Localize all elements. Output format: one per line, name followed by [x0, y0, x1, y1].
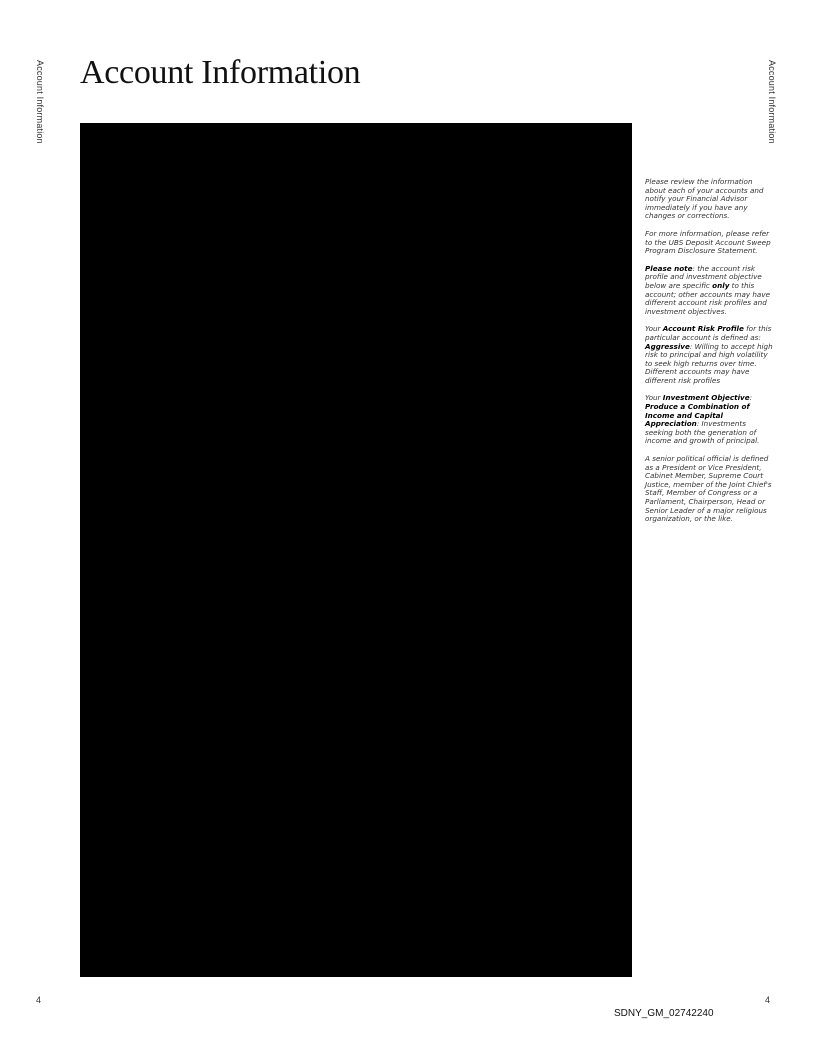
side-label-left: Account Information	[35, 60, 45, 144]
risk-profile-definition	[645, 343, 775, 369]
risk-profile-text: for this particular account is defined as:	[645, 324, 772, 342]
page-number-left: 4	[36, 995, 42, 1005]
side-label-right: Account Information	[767, 60, 777, 144]
risk-profile-intro: Your	[645, 324, 663, 334]
page-number-right: 4	[765, 995, 771, 1005]
objective-label: Investment Objective	[662, 393, 750, 403]
risk-profile-note: Different accounts may have different risk profiles	[645, 367, 750, 385]
objective-description: : Investments seeking both the generation of income and growth of principal.	[645, 419, 760, 446]
notes-more-info: For more information, please refer to the UBS Deposit Account Sweep Program Disclosure Statement.	[645, 228, 771, 256]
risk-profile-label: Account Risk Profile	[662, 324, 744, 334]
notes-please-note	[645, 265, 775, 317]
notes-review: Please review the information about each of your accounts and notify your Financial Advisor immediately if you have any changes or corrections.	[645, 177, 764, 221]
only-emphasis: only	[712, 280, 730, 290]
risk-profile-description: : Willing to accept high risk to principal and high volatility to seek high returns over time.	[645, 341, 773, 368]
notes-risk-profile	[645, 325, 775, 385]
please-note-text-2: to this account; other accounts may have different account risk profiles and investment objectives.	[645, 280, 771, 316]
bates-number: SDNY_GM_02742240	[614, 1008, 714, 1019]
notes-political-official: A senior political official is defined as a President or Vice President, Cabinet Member, Supreme Court Justice, member of the Joint Chief's Staff, Member of Congress or a Parliament, Chairperson, Head or Senior Leader of a major religious organization, or the like.	[645, 454, 772, 524]
objective-colon: :	[749, 393, 753, 403]
risk-profile-value: Aggressive	[645, 341, 690, 351]
sidebar-notes	[645, 178, 775, 533]
please-note-text-1: : the account risk profile and investment objective below are specific	[645, 263, 762, 290]
notes-investment-objective	[645, 394, 775, 446]
objective-intro: Your	[645, 393, 663, 403]
page-title: Account Information	[80, 54, 361, 91]
please-note-label: Please note	[645, 263, 693, 273]
redacted-content-block	[80, 123, 632, 977]
objective-value: Produce a Combination of Income and Capital Appreciation	[645, 402, 750, 429]
